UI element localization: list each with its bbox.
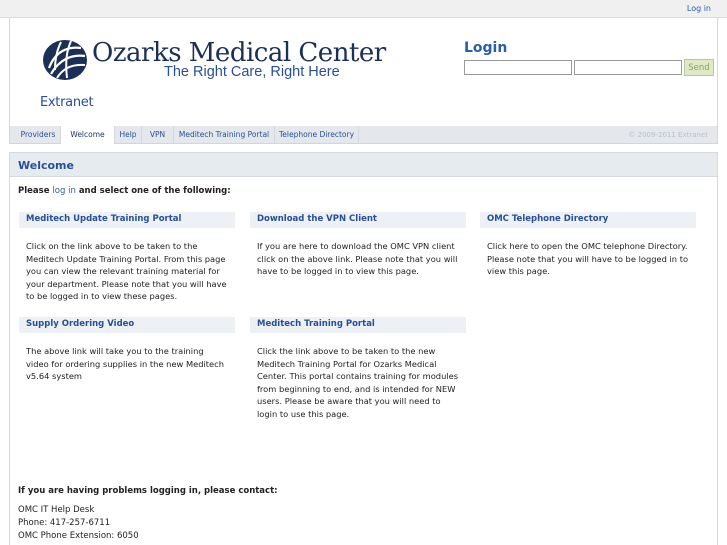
card-vpn-client bbox=[250, 212, 466, 278]
card-telephone-directory bbox=[480, 212, 696, 278]
card-body: Click on the link above to be taken to the Meditech Update Training Portal. From this page you can view the relevant training material for your department. Please note that you will have to be logged in to view these pages. bbox=[26, 241, 227, 302]
brand-subtitle: Extranet bbox=[40, 95, 94, 110]
top-bar bbox=[0, 0, 727, 18]
intro-text bbox=[18, 186, 231, 196]
omc-swirl-logo-icon[interactable] bbox=[41, 38, 89, 82]
tab-meditech-training-portal[interactable]: Meditech Training Portal bbox=[174, 126, 275, 144]
card-supply-ordering-video bbox=[19, 317, 235, 383]
panel-title: Welcome bbox=[18, 159, 74, 172]
site-header bbox=[9, 18, 718, 126]
welcome-panel bbox=[9, 152, 718, 545]
copyright-text: © 2009-2011 Extranet bbox=[628, 131, 708, 139]
card-title-link[interactable]: Supply Ordering Video bbox=[19, 317, 235, 333]
password-input[interactable] bbox=[574, 60, 682, 75]
intro-login-link[interactable]: log in bbox=[52, 186, 76, 196]
tab-welcome[interactable]: Welcome bbox=[61, 126, 115, 144]
card-meditech-training-portal bbox=[250, 317, 466, 421]
username-input[interactable] bbox=[464, 60, 572, 75]
card-body: If you are here to download the OMC VPN client click on the above link. Please note that you will have to be logged in to view this page. bbox=[257, 241, 458, 277]
card-body: Click the link above to be taken to the new Meditech Training Portal for Ozarks Medical Center. This portal contains training for modules from beginning to end, and is intended for NEW users. Please be aware that you will need to login to use this page. bbox=[257, 346, 459, 419]
help-line: Phone: 417-257-6711 bbox=[18, 518, 111, 528]
panel-header bbox=[10, 153, 717, 177]
card-body: Click here to open the OMC telephone Directory. Please note that you will have to be logged in to view this page. bbox=[487, 241, 689, 277]
card-meditech-update bbox=[19, 212, 235, 303]
main-nav bbox=[9, 126, 718, 144]
tab-providers[interactable]: Providers bbox=[16, 126, 61, 144]
tab-help[interactable]: Help bbox=[115, 126, 142, 144]
help-title: If you are having problems logging in, please contact: bbox=[18, 486, 278, 496]
card-title-link[interactable]: OMC Telephone Directory bbox=[480, 212, 696, 228]
tab-telephone-directory[interactable]: Telephone Directory bbox=[275, 126, 359, 144]
help-line: OMC Phone Extension: 6050 bbox=[18, 531, 139, 541]
login-title: Login bbox=[464, 40, 508, 56]
brand-title: Ozarks Medical Center bbox=[92, 38, 386, 68]
intro-suffix: and select one of the following: bbox=[75, 186, 231, 196]
login-link[interactable]: Log in bbox=[686, 4, 711, 13]
tab-vpn[interactable]: VPN bbox=[142, 126, 174, 144]
card-title-link[interactable]: Meditech Update Training Portal bbox=[19, 212, 235, 228]
card-body: The above link will take you to the training video for ordering supplies in the new Meditech v5.64 system bbox=[26, 346, 224, 382]
card-title-link[interactable]: Meditech Training Portal bbox=[250, 317, 466, 333]
brand-tagline: The Right Care, Right Here bbox=[164, 64, 340, 80]
intro-prefix: Please bbox=[18, 186, 53, 196]
help-line: OMC IT Help Desk bbox=[18, 505, 95, 515]
card-title-link[interactable]: Download the VPN Client bbox=[250, 212, 466, 228]
send-button[interactable]: Send bbox=[684, 59, 714, 76]
